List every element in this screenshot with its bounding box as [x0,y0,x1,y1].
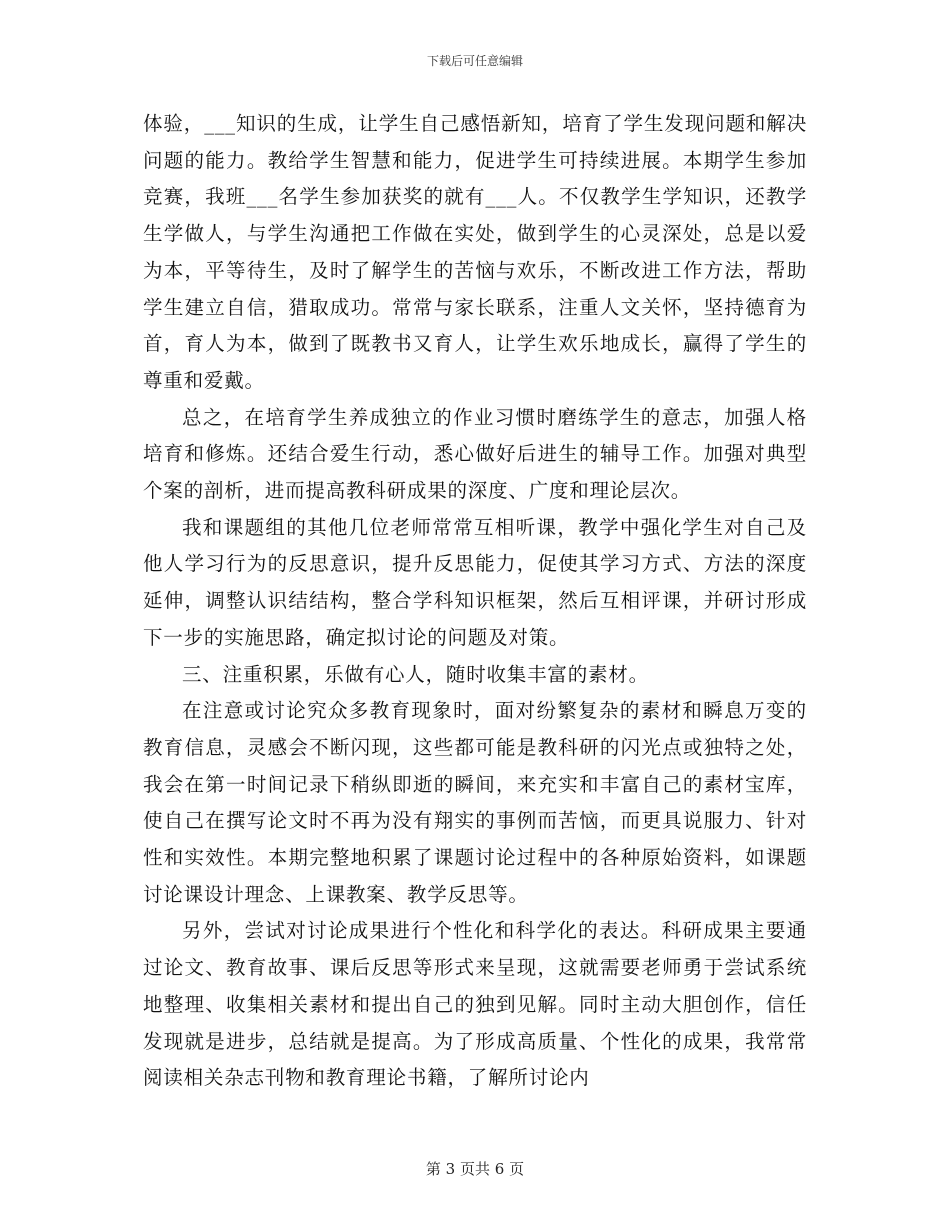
document-body [143,106,807,1097]
page-footer: 第 3 页共 6 页 [425,1160,525,1178]
section-heading: 三、注重积累，乐做有心人，随时收集丰富的素材。 [182,662,649,686]
page-header: 下载后可任意编辑 [426,54,523,68]
paragraph-material-collection: 在注意或讨论究众多教育现象时，面对纷繁复杂的素材和瞬息万变的教育信息，灵感会不断闪现，这些都可能是教科研的闪光点或独特之处，我会在第一时间记录下稍纵即逝的瞬间，来充实和丰富自己的素材宝库，使自己在撰写论文时不再为没有翔实的事例而苦恼，而更具说服力、针对性和实效性。本期完整地积累了课题讨论过程中的各种原始资料，如课题讨论课设计理念、上课教案、教学反思等。 [143,699,807,906]
paragraph-continued: 体验，___知识的生成，让学生自己感悟新知，培育了学生发现问题和解决问题的能力。教给学生智慧和能力，促进学生可持续进展。本期学生参加竞赛，我班___名学生参加获奖的就有___人。不仅教学生学知识，还教学生学做人，与学生沟通把工作做在实处，做到学生的心灵深处，总是以爱为本，平等待生，及时了解学生的苦恼与欢乐，不断改进工作方法，帮助学生建立自信，猎取成功。常常与家长联系，注重人文关怀，坚持德育为首，育人为本，做到了既教书又育人，让学生欢乐地成长，赢得了学生的尊重和爱戴。 [143,112,807,392]
paragraph-research-expression: 另外，尝试对讨论成果进行个性化和科学化的表达。科研成果主要通过论文、教育故事、课后反思等形式来呈现，这就需要老师勇于尝试系统地整理、收集相关素材和提出自己的独到见解。同时主动大胆创作，信任发现就是进步，总结就是提高。为了形成高质量、个性化的成果，我常常阅读相关杂志刊物和教育理论书籍，了解所讨论内 [143,919,807,1090]
paragraph-summary: 总之，在培育学生养成独立的作业习惯时磨练学生的意志，加强人格培育和修炼。还结合爱生行动，悉心做好后进生的辅导工作。加强对典型个案的剖析，进而提高教科研成果的深度、广度和理论层次。 [143,405,807,503]
paragraph-peer-observation: 我和课题组的其他几位老师常常互相听课，教学中强化学生对自己及他人学习行为的反思意识，提升反思能力，促使其学习方式、方法的深度延伸，调整认识结结构，整合学科知识框架，然后互相评课，并研讨形成下一步的实施思路，确定拟讨论的问题及对策。 [143,515,807,649]
